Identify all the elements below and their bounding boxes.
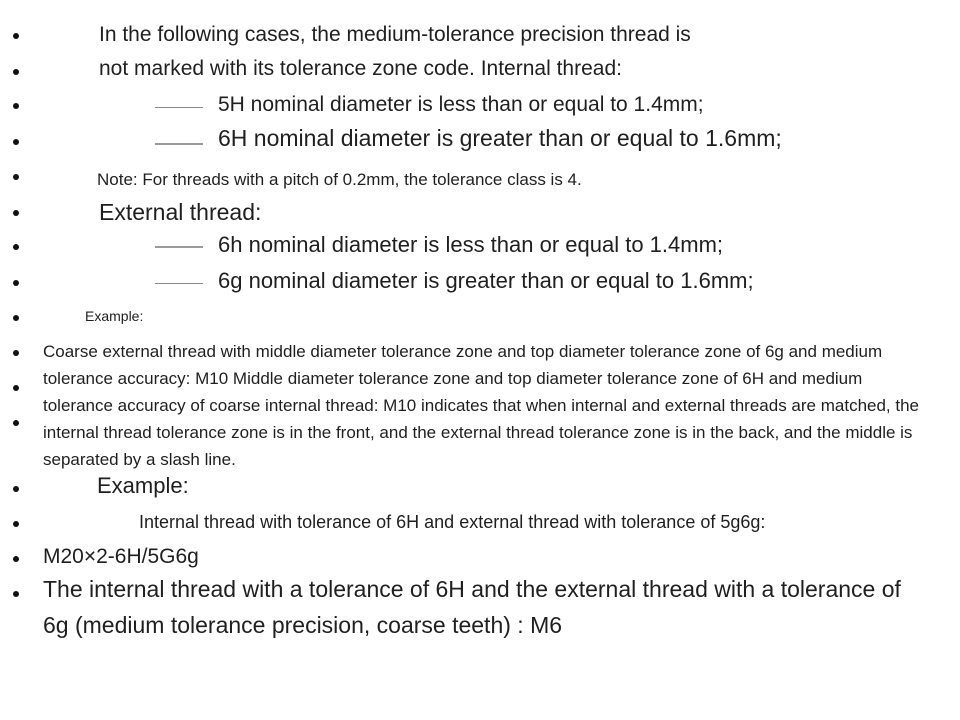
internal-thread-line-1: 5H nominal diameter is less than or equal to 1.4mm; xyxy=(218,93,704,116)
bullet xyxy=(13,139,19,145)
dash-line xyxy=(155,283,203,284)
bullet xyxy=(13,69,19,75)
bullet xyxy=(13,591,19,597)
dash-line xyxy=(155,107,203,108)
example-paragraph: Coarse external thread with middle diameter tolerance zone and top diameter tolerance zone of 6g and medium tolerance accuracy: M10 Middle diameter tolerance zone and top diameter tolerance zone of 6H and medium tolerance accuracy of coarse internal thread: M10 indicates that when internal and external threads are matched, the internal thread tolerance zone is in the front, and the external thread tolerance zone is in the back, and the middle is separated by a slash line. xyxy=(43,342,920,469)
bullet xyxy=(13,103,19,109)
bullet xyxy=(13,385,19,391)
bullet xyxy=(13,33,19,39)
bullet xyxy=(13,420,19,426)
intro-line-1: In the following cases, the medium-tolerance precision thread is xyxy=(99,23,691,46)
external-thread-line-2: 6g nominal diameter is greater than or equal to 1.6mm; xyxy=(218,268,754,293)
bullet xyxy=(13,244,19,250)
bullet xyxy=(13,210,19,216)
bullet xyxy=(13,280,19,286)
note-line: Note: For threads with a pitch of 0.2mm, the tolerance class is 4. xyxy=(97,170,582,189)
bullet xyxy=(13,174,19,180)
external-thread-line-1: 6h nominal diameter is less than or equal to 1.4mm; xyxy=(218,232,724,257)
thread-designation: M20×2-6H/5G6g xyxy=(43,545,199,568)
final-statement: The internal thread with a tolerance of 6H and the external thread with a tolerance of 6g (medium tolerance precision, coarse teeth) : M6 xyxy=(43,576,901,638)
intro-line-2: not marked with its tolerance zone code. Internal thread: xyxy=(99,57,622,80)
internal-thread-line-2: 6H nominal diameter is greater than or equal to 1.6mm; xyxy=(218,125,782,151)
bullet xyxy=(13,350,19,356)
dash-line xyxy=(155,143,203,145)
tolerance-example-line: Internal thread with tolerance of 6H and external thread with tolerance of 5g6g: xyxy=(139,512,766,532)
example-heading: Example: xyxy=(97,473,189,498)
bullet xyxy=(13,486,19,492)
external-thread-heading: External thread: xyxy=(99,199,262,225)
bullet xyxy=(13,315,19,321)
bullet xyxy=(13,556,19,562)
dash-line xyxy=(155,246,203,248)
bullet xyxy=(13,521,19,527)
example-label-small: Example: xyxy=(85,308,144,324)
